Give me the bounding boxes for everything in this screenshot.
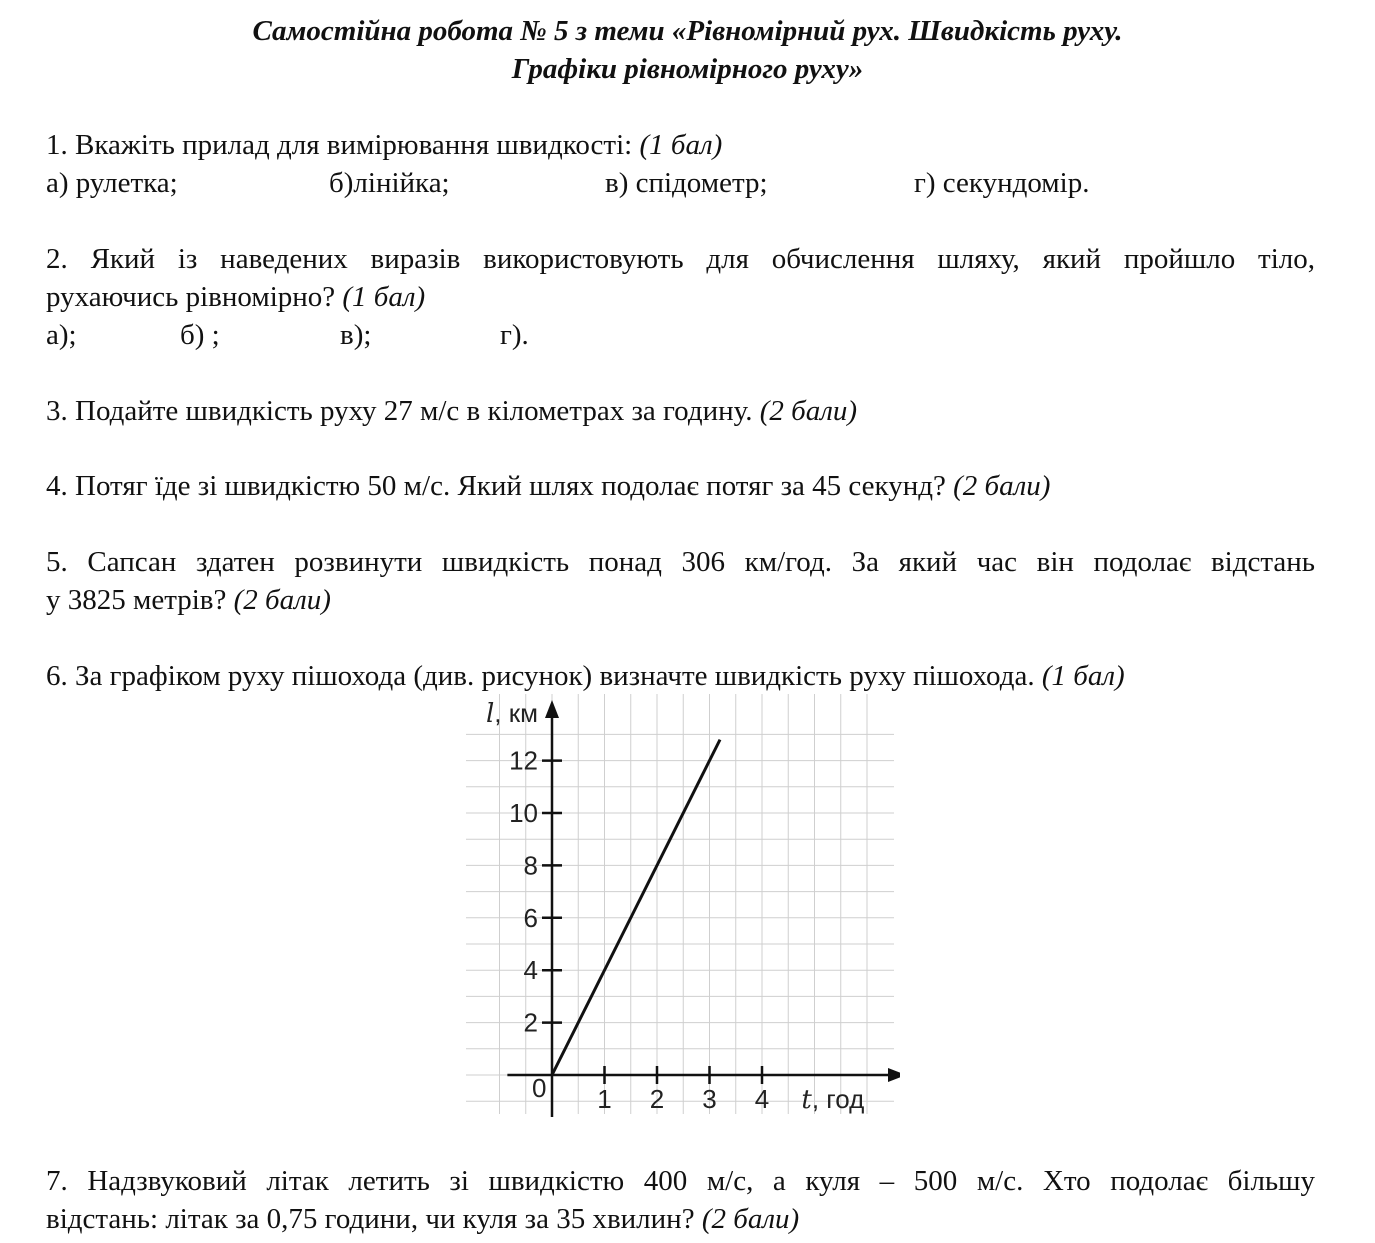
- question-5-text: у 3825 метрів?: [46, 584, 227, 616]
- q1-option-c: в) спідометр;: [605, 167, 768, 199]
- page-title-line-2: Графіки рівномірного руху»: [511, 53, 864, 85]
- question-1: [46, 126, 722, 164]
- question-6-points: (1 бал): [1041, 660, 1125, 692]
- question-4-points: (2 бали): [953, 470, 1051, 502]
- question-3-text: 3. Подайте швидкість руху 27 м/с в кілометрах за годину.: [46, 395, 753, 427]
- chart-series: [552, 740, 720, 1075]
- question-2-text: рухаючись рівномірно?: [46, 281, 336, 313]
- question-2-line-2: [46, 278, 425, 316]
- question-3: [46, 392, 857, 430]
- q1-option-a: а) рулетка;: [46, 167, 178, 199]
- question-7-text: відстань: літак за 0,75 години, чи куля за 35 хвилин?: [46, 1203, 695, 1235]
- question-2-line-1: 2. Який із наведених виразів використовують для обчислення шляху, який пройшло тіло,: [46, 243, 1315, 275]
- y-axis-label: l, км: [485, 698, 538, 729]
- q2-option-c: в);: [340, 319, 372, 351]
- series-line: [552, 740, 720, 1075]
- q1-option-b: б)лінійка;: [329, 167, 450, 199]
- x-tick-label: 2: [649, 1084, 665, 1114]
- question-5-points: (2 бали): [233, 584, 331, 616]
- question-6-text: 6. За графіком руху пішохода (див. рисунок) визначте швидкість руху пішохода.: [46, 660, 1035, 692]
- x-tick-label: 4: [754, 1084, 770, 1114]
- question-7-line-2: [46, 1200, 799, 1238]
- question-5-line-2: [46, 581, 331, 619]
- distance-time-chart: [460, 690, 900, 1120]
- y-tick-label: 10: [509, 798, 538, 828]
- q2-option-d: г).: [500, 319, 529, 351]
- page-title-line-1: Самостійна робота № 5 з теми «Рівномірний рух. Швидкість руху.: [252, 15, 1123, 47]
- question-3-points: (2 бали): [759, 395, 858, 427]
- question-5-line-1: 5. Сапсан здатен розвинути швидкість понад 306 км/год. За який час він подолає відстань: [46, 546, 1315, 578]
- q1-option-d: г) секундомір.: [914, 167, 1090, 199]
- y-tick-label: 4: [523, 955, 538, 986]
- x-axis-arrow: [888, 1068, 900, 1082]
- y-tick-label: 6: [523, 902, 538, 933]
- y-tick-label: 8: [523, 850, 538, 881]
- chart-ticks: [509, 746, 769, 1114]
- x-axis-label: t, год: [801, 1084, 865, 1115]
- question-4-text: 4. Потяг їде зі швидкістю 50 м/с. Який шлях подолає потяг за 45 секунд?: [46, 470, 946, 502]
- question-4: [46, 467, 1050, 505]
- question-1-text: 1. Вкажіть прилад для вимірювання швидкості:: [46, 129, 633, 161]
- question-1-points: (1 бал): [639, 129, 723, 161]
- x-tick-label: 3: [702, 1084, 717, 1114]
- question-7-points: (2 бали): [701, 1203, 800, 1235]
- y-axis-arrow: [545, 700, 559, 718]
- y-tick-label: 2: [523, 1007, 538, 1038]
- x-tick-label: 1: [597, 1084, 612, 1114]
- origin-label: 0: [532, 1073, 547, 1103]
- y-tick-label: 12: [509, 745, 538, 776]
- q2-option-b: б) ;: [180, 319, 220, 351]
- q2-option-a: а);: [46, 319, 77, 351]
- question-7-line-1: 7. Надзвуковий літак летить зі швидкістю 400 м/с, а куля – 500 м/с. Хто подолає більшу: [46, 1165, 1315, 1197]
- question-2-points: (1 бал): [342, 281, 426, 313]
